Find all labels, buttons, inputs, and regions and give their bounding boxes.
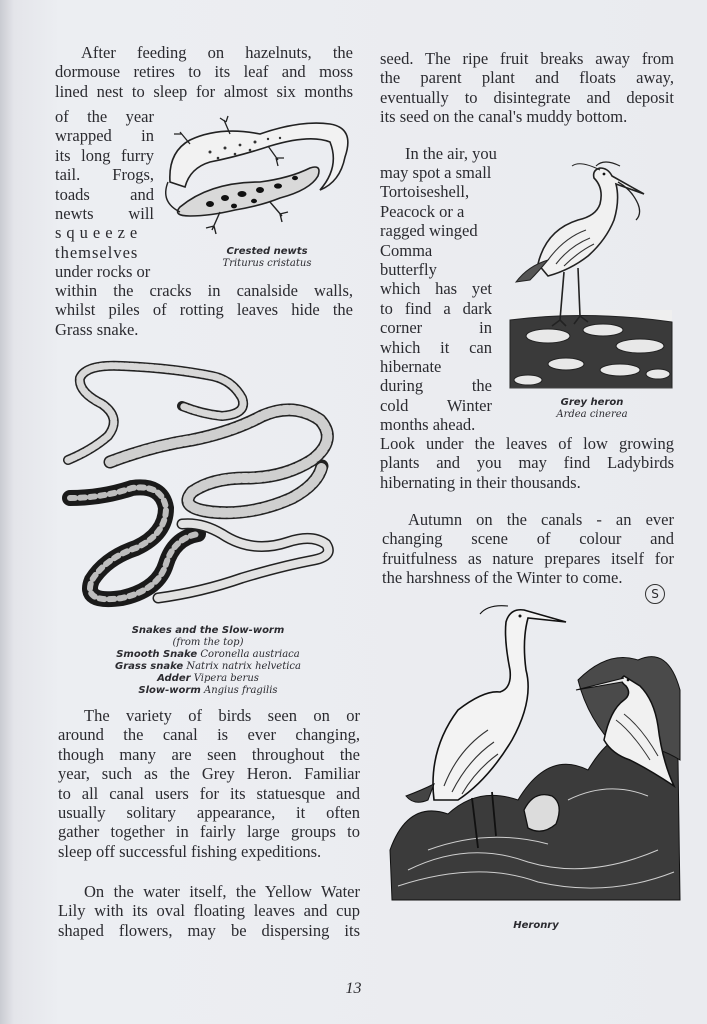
text-line: its seed on the canal's muddy bottom.: [380, 107, 628, 127]
left-para1-rest: [55, 281, 353, 339]
text-line: during the: [380, 376, 492, 396]
caption-latin-name: Triturus cristatus: [222, 258, 312, 269]
publisher-emblem: S: [645, 584, 665, 604]
text-line: the parent plant and floats away,: [380, 68, 674, 88]
text-line: months ahead.: [380, 415, 476, 435]
text-line: Peacock or a: [380, 201, 465, 221]
text-line: changing scene of colour and: [382, 529, 674, 549]
caption-row: Smooth Snake Coronella austriaca: [116, 649, 300, 660]
caption-latin-name: Ardea cinerea: [556, 409, 628, 420]
text-line: the harshness of the Winter to come.: [382, 568, 623, 588]
newts-caption: [212, 246, 322, 270]
text-line: tail. Frogs,: [55, 165, 154, 185]
text-line: toads and: [55, 184, 154, 204]
text-line: which it can: [380, 337, 492, 357]
text-line: usually solitary appearance, it often: [58, 803, 360, 823]
right-para2-first: In the air, you: [405, 144, 497, 163]
text-line: corner in: [380, 318, 492, 338]
text-line: squeeze: [55, 223, 143, 243]
caption-common-name: Heronry: [513, 920, 559, 931]
caption-title: Snakes and the Slow-worm: [131, 625, 285, 636]
caption-row: Grass snake Natrix natrix helvetica: [114, 661, 301, 672]
text-line: around the canal is ever changing,: [58, 725, 360, 745]
text-line: under rocks or: [55, 262, 151, 282]
text-line: to all canal users for its statuesque and: [58, 783, 360, 803]
text-line: hibernate: [380, 357, 442, 377]
text-line: Look under the leaves of low growing: [380, 434, 674, 453]
right-para3: [382, 510, 674, 588]
caption-row: Adder Vipera berus: [157, 673, 259, 684]
text-line: butterfly: [380, 260, 437, 280]
text-line: may spot a small: [380, 163, 492, 182]
heronry-illustration: [388, 600, 682, 905]
text-line: which has yet: [380, 279, 492, 299]
text-line: within the cracks in canalside walls,: [55, 281, 353, 300]
text-line: Tortoiseshell,: [380, 182, 470, 202]
text-line: dormouse retires to its leaf and moss: [55, 62, 353, 82]
text-line: lined nest to sleep for almost six months: [55, 81, 353, 101]
page-number: 13: [345, 980, 362, 997]
text-line: cold Winter: [380, 395, 492, 415]
caption-subtitle: (from the top): [172, 637, 244, 648]
right-para2-wrap: [380, 163, 510, 435]
text-line: hibernating in their thousands.: [380, 472, 581, 492]
text-line: Lily with its oval floating leaves and cup: [58, 901, 360, 921]
text-line: Grass snake.: [55, 319, 139, 339]
left-para1-intro: [55, 43, 353, 101]
text-line: ragged winged: [380, 221, 478, 241]
text-line: fruitfulness as nature prepares itself for: [382, 548, 674, 568]
text-line: The variety of birds seen on or: [84, 706, 360, 725]
text-line: plants and you may find Ladybirds: [380, 453, 674, 473]
text-line: year, such as the Grey Heron. Familiar: [58, 764, 360, 784]
text-line: to find a dark: [380, 298, 492, 318]
crested-newts-illustration: [150, 112, 360, 247]
text-line: Comma: [380, 240, 433, 260]
right-para2-rest: [380, 434, 674, 492]
text-line: newts will: [55, 204, 154, 224]
right-para1: [380, 49, 674, 127]
text-line: though many are seen throughout the: [58, 744, 360, 764]
text-line: On the water itself, the Yellow Water: [84, 882, 360, 901]
text-line: whilst piles of rotting leaves hide the: [55, 300, 353, 320]
text-line: sleep off successful fishing expeditions.: [58, 841, 322, 861]
heron-caption: [540, 397, 644, 421]
text-line: wrapped in: [55, 126, 154, 146]
grey-heron-illustration: [508, 160, 676, 392]
left-para1-wrap: [55, 107, 154, 282]
text-line: its long furry: [55, 145, 154, 165]
text-line: themselves: [55, 242, 139, 262]
snakes-caption: [100, 625, 316, 697]
heronry-caption: [496, 920, 576, 932]
text-line: of the year: [55, 107, 154, 126]
caption-row: Slow-worm Angius fragilis: [138, 685, 278, 696]
text-line: After feeding on hazelnuts, the: [81, 43, 353, 62]
text-line: shaped flowers, may be dispersing its: [58, 920, 360, 940]
text-line: Autumn on the canals - an ever: [408, 510, 674, 529]
text-line: gather together in fairly large groups to: [58, 822, 360, 842]
left-para3: [58, 882, 360, 940]
left-para2: [58, 706, 360, 861]
snakes-illustration: [62, 358, 344, 610]
text-line: seed. The ripe fruit breaks away from: [380, 49, 674, 68]
caption-common-name: Grey heron: [560, 397, 624, 408]
caption-common-name: Crested newts: [226, 246, 308, 257]
text-line: eventually to disintegrate and deposit: [380, 87, 674, 107]
